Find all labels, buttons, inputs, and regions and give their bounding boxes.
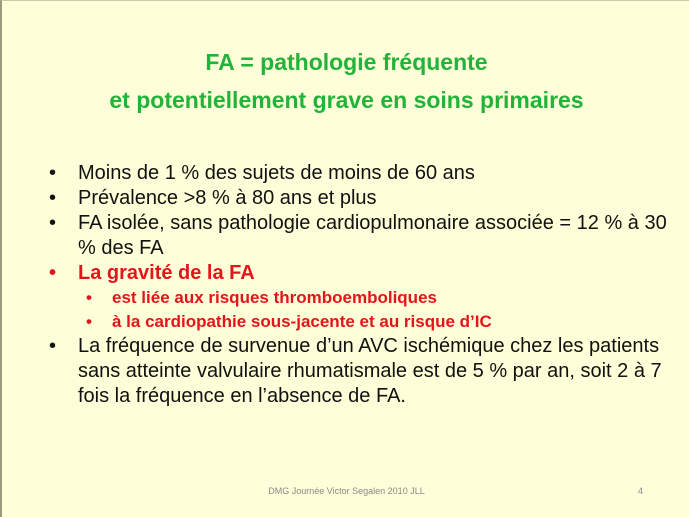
- page-number: 4: [638, 486, 644, 496]
- bullet-text: FA isolée, sans pathologie cardiopulmonaire associée = 12 % à 30 % des FA: [78, 212, 667, 259]
- bullet-item: [46, 161, 676, 186]
- bullet-text: à la cardiopathie sous-jacente et au risque d’IC: [112, 312, 492, 331]
- bullet-item: [46, 334, 676, 409]
- slide-title: [2, 43, 689, 119]
- bullet-dot-icon: •: [86, 288, 92, 307]
- sub-bullet-item: [46, 286, 676, 310]
- bullet-list: [46, 161, 676, 409]
- bullet-text: Prévalence >8 % à 80 ans et plus: [78, 187, 377, 209]
- sub-bullet-item: [46, 310, 676, 334]
- bullet-dot-icon: •: [86, 312, 92, 331]
- bullet-item-emphasis: [46, 261, 676, 286]
- bullet-dot-icon: •: [49, 262, 57, 284]
- bullet-text: est liée aux risques thromboemboliques: [112, 288, 437, 307]
- slide-footer: DMG Journée Victor Segalen 2010 JLL: [268, 486, 425, 496]
- bullet-text: Moins de 1 % des sujets de moins de 60 ans: [78, 162, 475, 184]
- title-line-1: FA = pathologie fréquente: [205, 49, 488, 75]
- bullet-text: La fréquence de survenue d’un AVC ischémique chez les patients sans atteinte valvulaire rhumatismale est de 5 % par an, soit 2 à 7 fois la fréquence en l’absence de FA.: [78, 335, 662, 407]
- bullet-dot-icon: •: [49, 212, 57, 234]
- bullet-text: La gravité de la FA: [78, 262, 255, 284]
- bullet-item: [46, 211, 676, 261]
- bullet-dot-icon: •: [49, 187, 57, 209]
- bullet-item: [46, 186, 676, 211]
- bullet-dot-icon: •: [49, 162, 57, 184]
- bullet-dot-icon: •: [49, 335, 57, 357]
- title-line-2: et potentiellement grave en soins primaires: [109, 87, 584, 113]
